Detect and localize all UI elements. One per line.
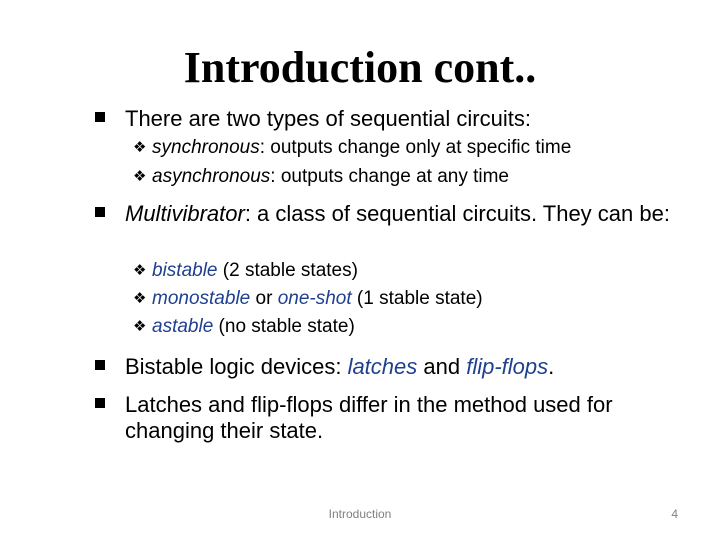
term: flip-flops — [466, 354, 549, 379]
sub-bullet-text: : outputs change at any time — [270, 166, 510, 187]
square-bullet-icon — [95, 112, 105, 122]
bullet-rest: : a class of sequential circuits. They can be: — [244, 201, 670, 226]
term: synchronous — [152, 137, 260, 158]
sub-bullet-text: (2 stable states) — [217, 260, 358, 281]
sub-bullet-item — [133, 136, 693, 160]
sub-bullet-text: (no stable state) — [213, 316, 355, 337]
sub-bullet-item — [133, 287, 693, 311]
bullet-pre: Bistable logic devices: — [125, 354, 348, 379]
sub-bullet-text: : outputs change only at specific time — [259, 137, 572, 158]
term: Multivibrator — [125, 201, 245, 226]
square-bullet-icon — [95, 207, 105, 217]
bullet-item — [95, 106, 675, 132]
diamond-bullet-icon: ❖ — [133, 139, 147, 156]
sub-bullet-item — [133, 165, 693, 189]
diamond-bullet-icon: ❖ — [133, 290, 147, 307]
diamond-bullet-icon: ❖ — [133, 262, 147, 279]
bullet-mid: and — [417, 354, 467, 379]
bullet-item — [95, 392, 675, 444]
term: monostable — [152, 288, 251, 309]
bullet-item — [95, 354, 675, 380]
sub-bullet-item — [133, 315, 693, 339]
term: asynchronous — [152, 166, 271, 187]
term: one-shot — [277, 288, 352, 309]
footer-text: Introduction — [328, 507, 392, 521]
bullet-text — [125, 354, 675, 380]
sub-bullet-text: (1 stable state) — [351, 288, 483, 309]
sub-bullet-text: or — [250, 288, 278, 309]
bullet-text: There are two types of sequential circuits: — [125, 106, 531, 131]
term: astable — [152, 316, 214, 337]
bullet-item — [95, 201, 675, 227]
bullet-text — [125, 201, 675, 227]
slide-title: Introduction cont.. — [183, 43, 537, 92]
page-number: 4 — [671, 507, 678, 521]
diamond-bullet-icon: ❖ — [133, 168, 147, 185]
term: latches — [347, 354, 418, 379]
bullet-rest: . — [548, 354, 555, 379]
bullet-text: Latches and flip-flops differ in the method used for changing their state. — [125, 392, 613, 443]
term: bistable — [152, 260, 218, 281]
diamond-bullet-icon: ❖ — [133, 318, 147, 335]
square-bullet-icon — [95, 360, 105, 370]
square-bullet-icon — [95, 398, 105, 408]
sub-bullet-item — [133, 259, 693, 283]
